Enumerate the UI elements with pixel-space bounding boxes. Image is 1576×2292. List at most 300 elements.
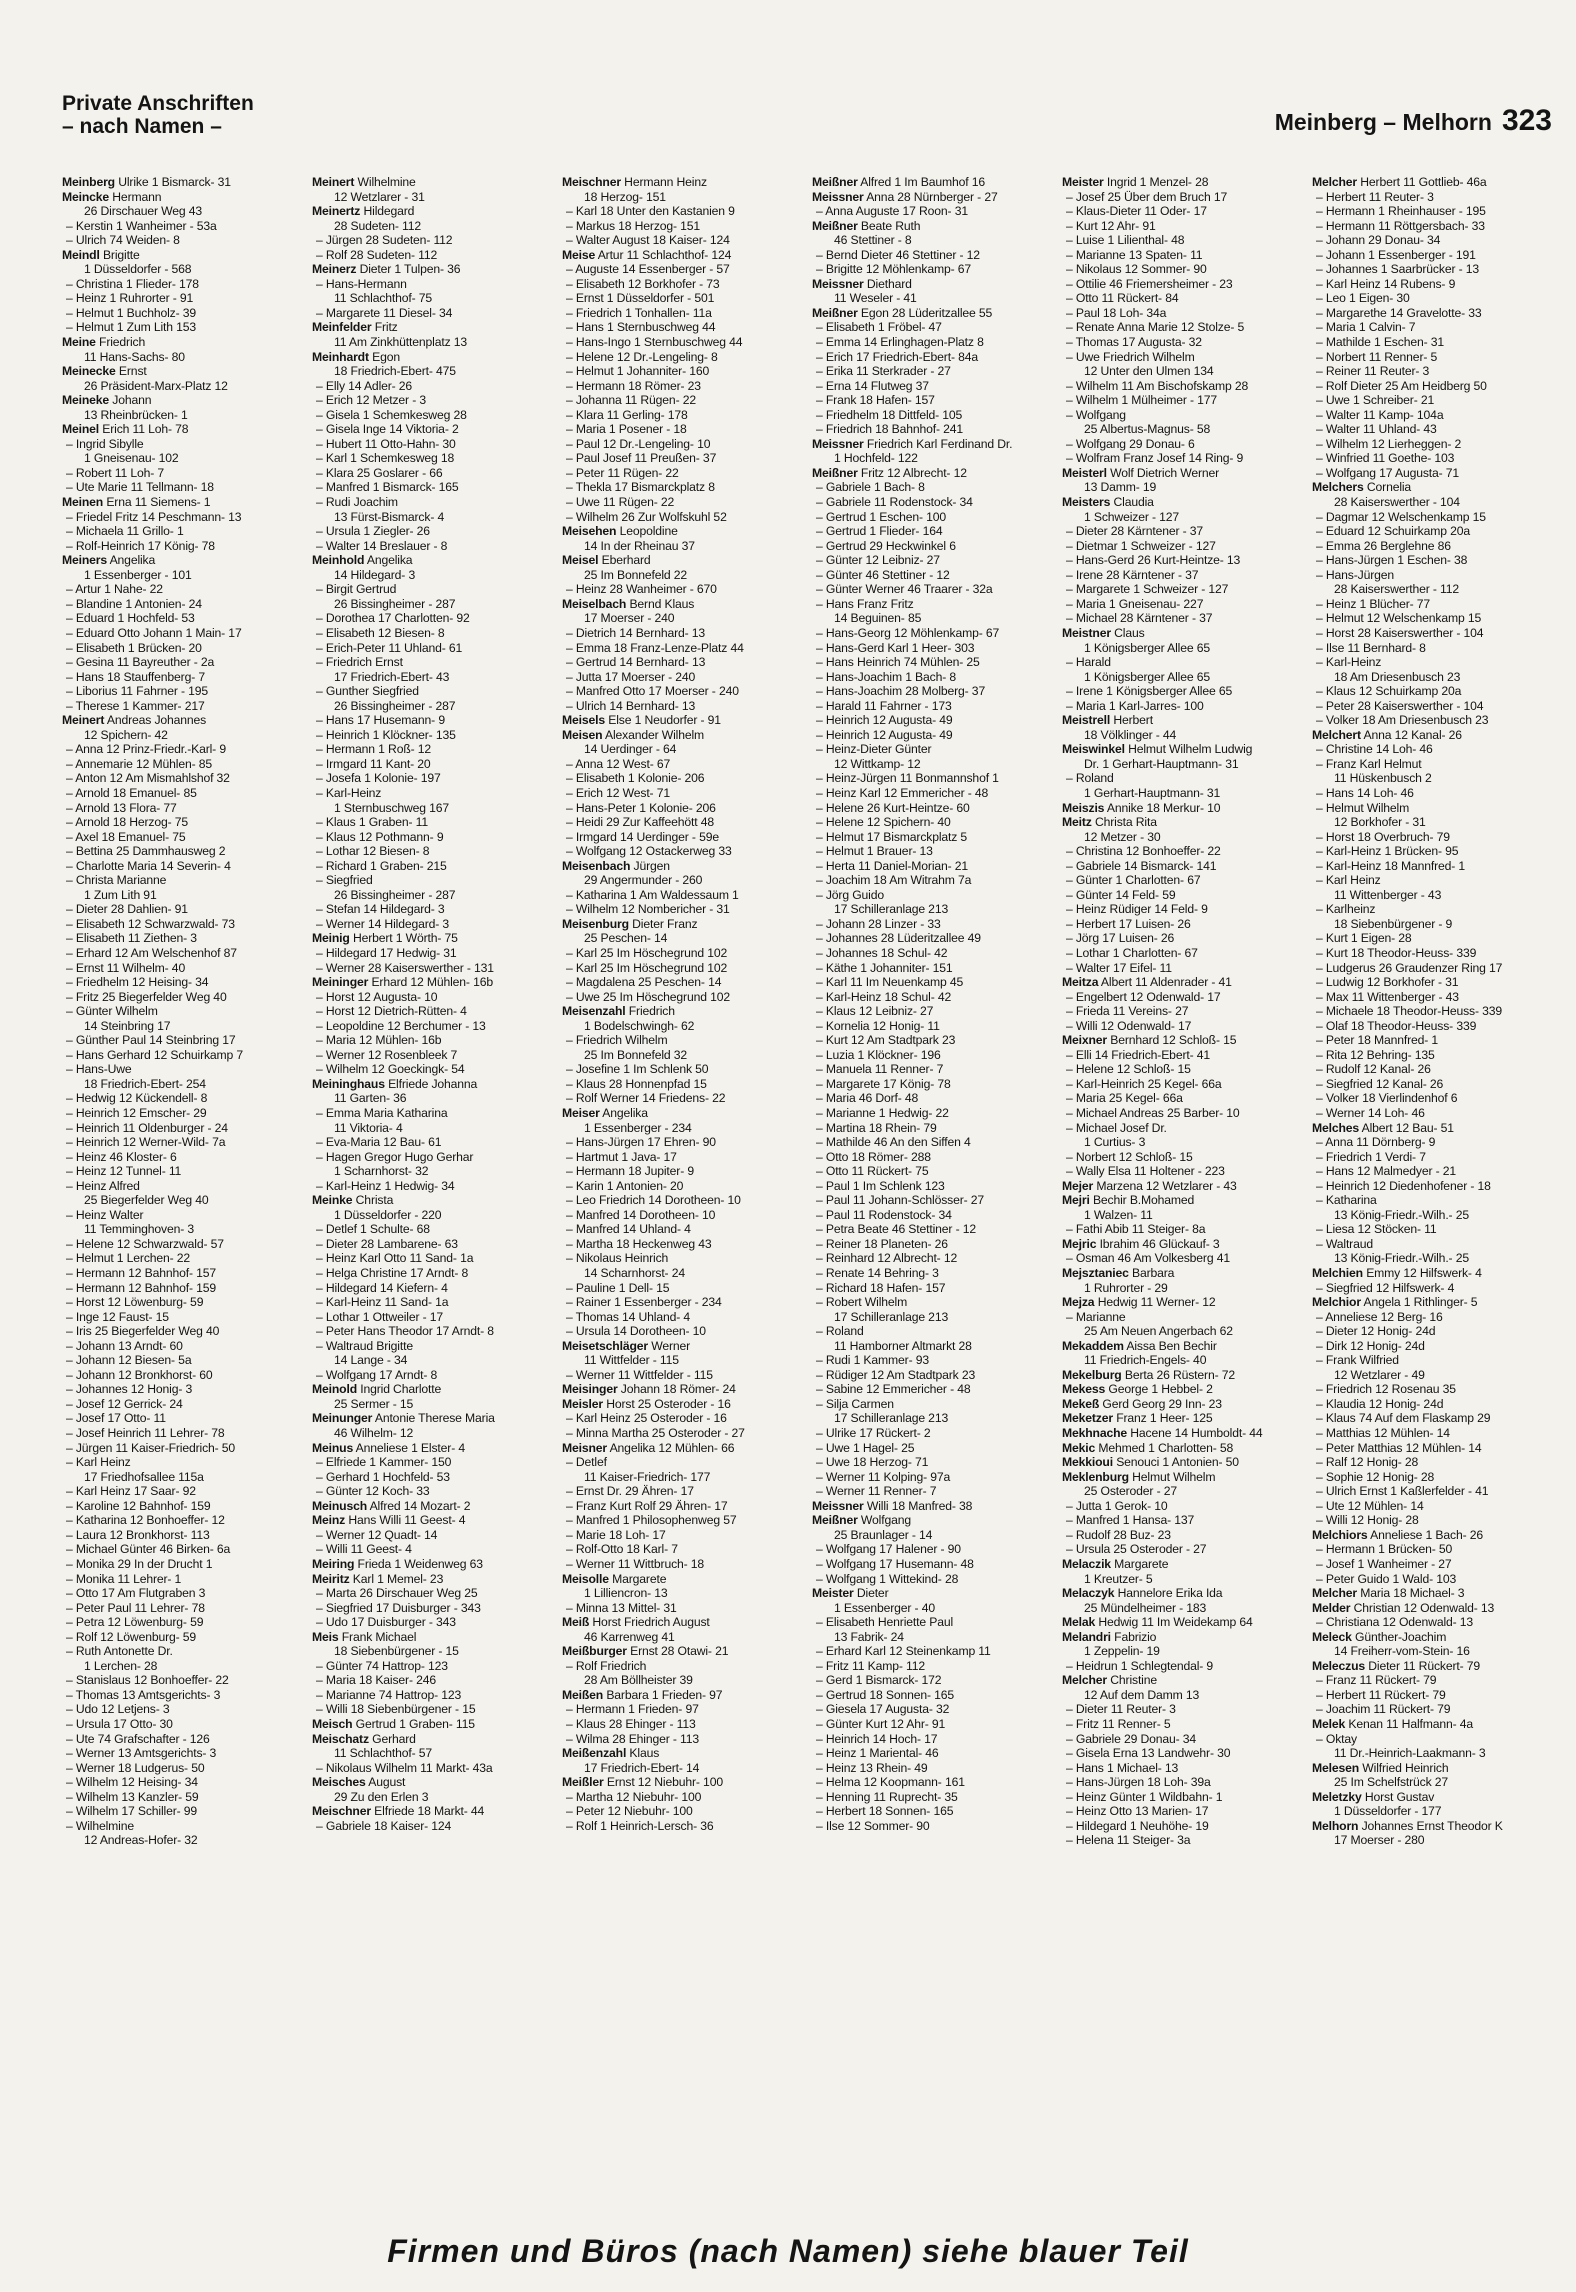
surname: Meinerz — [312, 262, 357, 277]
surname: Meiners — [62, 553, 108, 568]
surname: Meisner — [562, 1440, 608, 1455]
surname: Meiß — [562, 1615, 590, 1630]
directory-entry: – Wilhelm 1 Mülheimer - 177 — [1066, 393, 1218, 408]
surname: Meißner — [812, 465, 858, 480]
directory-entry: Meleczus Dieter 11 Rückert- 79 — [1312, 1658, 1481, 1673]
directory-entry: Meixner Bernhard 12 Schloß- 15 — [1062, 1033, 1237, 1048]
directory-entry: – Luzia 1 Klöckner- 196 — [816, 1047, 941, 1062]
directory-entry: – Mathilde 1 Eschen- 31 — [1316, 335, 1444, 350]
directory-entry: 18 Völklinger - 44 — [1084, 727, 1177, 742]
directory-entry: 11 Hüskenbusch 2 — [1334, 771, 1432, 786]
directory-entry: 1 Essenberger - 101 — [84, 567, 192, 582]
directory-entry: Melesen Wilfried Heinrich — [1312, 1760, 1449, 1775]
directory-entry: – Hans-Jürgen — [1316, 567, 1394, 582]
surname: Meinertz — [312, 204, 361, 219]
directory-entry: 46 Stettiner - 8 — [834, 233, 912, 248]
directory-entry: – Gesina 11 Bayreuther - 2a — [66, 655, 215, 670]
directory-entry: – Josef 25 Über dem Bruch 17 — [1066, 189, 1228, 204]
directory-entry: – Rolf-Otto 18 Karl- 7 — [566, 1542, 678, 1557]
surname: Meißler — [562, 1775, 604, 1790]
directory-entry: – Martha 12 Niebuhr- 100 — [566, 1789, 702, 1804]
directory-entry: Melchior Angela 1 Rithlinger- 5 — [1312, 1295, 1478, 1310]
directory-entry: – Rudolf 28 Buz- 23 — [1066, 1527, 1171, 1542]
directory-entry: – Peter 12 Niebuhr- 100 — [566, 1804, 693, 1819]
directory-entry: – Stanislaus 12 Bonhoeffer- 22 — [66, 1673, 229, 1688]
directory-entry: – Günter Werner 46 Traarer - 32a — [816, 582, 993, 597]
directory-entry: – Heinz Rüdiger 14 Feld- 9 — [1066, 902, 1208, 917]
directory-entry: – Katharina 1 Am Waldessaum 1 — [566, 887, 739, 902]
directory-entry: – Elisabeth Henriette Paul — [816, 1615, 954, 1630]
directory-entry: 28 Am Böllheister 39 — [584, 1673, 693, 1688]
directory-entry: 1 Ruhrorter - 29 — [1084, 1280, 1168, 1295]
directory-entry: – Richard 1 Graben- 215 — [316, 858, 447, 873]
directory-entry: – Elisabeth 1 Kolonie- 206 — [566, 771, 705, 786]
directory-entry: – Irmgard 11 Kant- 20 — [316, 756, 431, 771]
directory-entry: 1 Essenberger - 40 — [834, 1600, 935, 1615]
directory-entry: – Klaus 12 Schuirkamp 20a — [1316, 684, 1462, 699]
surname: Meklenburg — [1062, 1469, 1129, 1484]
surname: Meinus — [312, 1440, 354, 1455]
directory-entry: – Dorothea 17 Charlotten- 92 — [316, 611, 470, 626]
directory-entry: – Günter 46 Stettiner - 12 — [816, 567, 950, 582]
directory-entry: – Willi 18 Siebenbürgener - 15 — [316, 1702, 476, 1717]
directory-entry: 1 Königsberger Allee 65 — [1084, 669, 1210, 684]
directory-entry: – Monika 29 In der Drucht 1 — [66, 1556, 213, 1571]
directory-entry: – Willi 12 Honig- 28 — [1316, 1513, 1419, 1528]
directory-entry: – Otto 17 Am Flutgraben 3 — [66, 1586, 206, 1601]
surname: Mekhnache — [1062, 1426, 1128, 1441]
directory-entry: Meiselbach Bernd Klaus — [562, 596, 695, 611]
directory-entry: – Heinrich 12 Augusta- 49 — [816, 727, 953, 742]
directory-entry: – Hermann 18 Römer- 23 — [566, 378, 701, 393]
directory-entry: 13 König-Friedr.-Wilh.- 25 — [1334, 1207, 1469, 1222]
directory-entry: 13 König-Friedr.-Wilh.- 25 — [1334, 1251, 1469, 1266]
directory-entry: 25 Am Neuen Angerbach 62 — [1084, 1324, 1233, 1339]
directory-entry: – Heinz 1 Ruhrorter - 91 — [66, 291, 194, 306]
directory-entry: – Michael Günter 46 Birken- 6a — [66, 1542, 231, 1557]
directory-entry: 26 Dirschauer Weg 43 — [84, 204, 203, 219]
directory-entry: – Robert Wilhelm — [816, 1295, 908, 1310]
directory-entry: Meinberg Ulrike 1 Bismarck- 31 — [62, 175, 231, 189]
directory-entry: – Kurt 1 Eigen- 28 — [1316, 931, 1412, 946]
directory-entry: Meistrell Herbert — [1062, 713, 1153, 728]
directory-entry: – Klaus 74 Auf dem Flaskamp 29 — [1316, 1411, 1491, 1426]
directory-entry: Meleck Günther-Joachim — [1312, 1629, 1447, 1644]
surname: Meinert — [312, 175, 355, 189]
directory-entry: – Hermann 1 Brücken- 50 — [1316, 1542, 1453, 1557]
directory-entry: – Ernst Dr. 29 Ähren- 17 — [566, 1484, 694, 1499]
directory-entry: – Heinrich 12 Emscher- 29 — [66, 1106, 207, 1120]
surname: Meindl — [62, 247, 100, 262]
directory-entry: – Nikolaus 12 Sommer- 90 — [1066, 262, 1207, 277]
directory-entry: – Peter 11 Rügen- 22 — [566, 465, 679, 480]
directory-entry: – Markus 18 Herzog- 151 — [566, 218, 701, 233]
directory-entry: – Fritz 11 Kamp- 112 — [816, 1658, 925, 1673]
directory-entry: 12 Wetzlarer - 49 — [1334, 1367, 1425, 1382]
directory-entry: – Irene 28 Kärntener - 37 — [1066, 567, 1199, 582]
directory-entry: – Uwe 11 Rügen- 22 — [566, 495, 675, 510]
directory-entry: – Hans-Georg 12 Möhlenkamp- 67 — [816, 625, 1000, 640]
directory-entry: – Waltraud — [1316, 1236, 1373, 1251]
directory-entry: – Johann 1 Essenberger - 191 — [1316, 247, 1476, 262]
directory-entry: – Eva-Maria 12 Bau- 61 — [316, 1135, 442, 1150]
directory-entry: – Helene 12 Spichern- 40 — [816, 815, 951, 830]
directory-entry: – Blandine 1 Antonien- 24 — [66, 596, 202, 611]
header-name-range: Meinberg – Melhorn — [1274, 109, 1492, 135]
directory-entry: 14 In der Rheinau 37 — [584, 538, 695, 553]
directory-entry: Meissner Diethard — [812, 276, 912, 291]
directory-entry: – Hermann 18 Jupiter- 9 — [566, 1164, 694, 1179]
directory-entry: – Ulrich 74 Weiden- 8 — [66, 233, 180, 248]
directory-entry: Meise Artur 11 Schlachthof- 124 — [562, 247, 732, 262]
directory-entry: Meiring Frieda 1 Weidenweg 63 — [312, 1556, 483, 1571]
surname: Melandri — [1062, 1629, 1111, 1644]
directory-entry: – Kerstin 1 Wanheimer - 53a — [66, 218, 217, 233]
directory-entry: – Johannes 1 Saarbrücker - 13 — [1316, 262, 1479, 277]
directory-entry: – Herta 11 Daniel-Morian- 21 — [816, 858, 969, 873]
directory-entry: – Hermann 11 Röttgersbach- 33 — [1316, 218, 1485, 233]
directory-entry: – Günter Wilhelm — [66, 1004, 158, 1019]
surname: Meißner — [812, 1513, 858, 1528]
directory-entry: – Josef 1 Wanheimer - 27 — [1316, 1556, 1452, 1571]
directory-entry: 26 Bissingheimer - 287 — [334, 596, 456, 611]
directory-entry: – Heinz-Jürgen 11 Bonmannshof 1 — [816, 771, 999, 786]
directory-entry: Melcher Herbert 11 Gottlieb- 46a — [1312, 175, 1487, 189]
directory-entry: – Thomas 14 Uhland- 4 — [566, 1309, 690, 1324]
directory-entry: – Heinz 1 Mariental- 46 — [816, 1746, 939, 1761]
directory-entry: 1 Düsseldorfer - 177 — [1334, 1804, 1442, 1819]
directory-entry: – Frieda 11 Vereins- 27 — [1066, 1004, 1189, 1019]
directory-entry: Meininger Erhard 12 Mühlen- 16b — [312, 975, 493, 990]
surname: Meiser — [562, 1106, 600, 1120]
surname: Mekic — [1062, 1440, 1096, 1455]
directory-entry: – Johannes 12 Honig- 3 — [66, 1382, 193, 1397]
directory-entry: – Nikolaus Heinrich — [566, 1251, 669, 1266]
directory-entry: – Peter Guido 1 Wald- 103 — [1316, 1571, 1457, 1586]
directory-entry: – Gerhard 1 Hochfeld- 53 — [316, 1469, 450, 1484]
directory-entry: – Inge 12 Faust- 15 — [66, 1309, 169, 1324]
directory-entry: – Gisela Inge 14 Viktoria- 2 — [316, 422, 459, 437]
directory-entry: – Renate 14 Behring- 3 — [816, 1266, 939, 1281]
directory-entry: – Erich-Peter 11 Uhland- 61 — [316, 640, 463, 655]
surname: Meisches — [312, 1775, 366, 1790]
surname: Melek — [1312, 1716, 1346, 1731]
directory-entry: – Friedel Fritz 14 Peschmann- 13 — [66, 509, 242, 524]
directory-entry: – Robert 11 Loh- 7 — [66, 465, 165, 480]
directory-entry: Meischatz Gerhard — [312, 1731, 416, 1746]
directory-entry: – Werner 18 Ludgerus- 50 — [66, 1760, 205, 1775]
directory-entry: – Helmut 1 Brauer- 13 — [816, 844, 933, 859]
directory-entry: – Hans-Hermann — [316, 276, 407, 291]
directory-entry: Meinz Hans Willi 11 Geest- 4 — [312, 1513, 466, 1528]
surname: Meinz — [312, 1513, 346, 1528]
directory-entry: – Wilhelm 12 Heising- 34 — [66, 1775, 198, 1790]
directory-entry: – Erich 12 Metzer - 3 — [316, 393, 426, 408]
directory-entry: – Christa Marianne — [66, 873, 167, 888]
directory-entry: – Wolfgang 12 Ostackerweg 33 — [566, 844, 732, 859]
directory-entry: Meinke Christa — [312, 1193, 394, 1208]
directory-entry: – Walter 11 Kamp- 104a — [1316, 407, 1444, 422]
surname: Meißner — [812, 175, 858, 189]
directory-entry: – Helena 11 Steiger- 3a — [1066, 1833, 1191, 1848]
directory-entry: – Rolf 1 Heinrich-Lersch- 36 — [566, 1818, 714, 1833]
directory-entry: – Johann 12 Biesen- 5a — [66, 1353, 192, 1368]
directory-entry: – Johann 28 Linzer - 33 — [816, 916, 941, 931]
directory-entry: – Leo Friedrich 14 Dorotheen- 10 — [566, 1193, 741, 1208]
directory-entry: 1 Kreutzer- 5 — [1084, 1571, 1153, 1586]
directory-entry: 14 Steinbring 17 — [84, 1018, 171, 1033]
directory-entry: – Marianne 13 Spaten- 11 — [1066, 247, 1203, 262]
directory-entry: – Karl Heinz — [66, 1455, 131, 1470]
surname: Meitz — [1062, 815, 1092, 830]
directory-entry: – Dietmar 1 Schweizer - 127 — [1066, 538, 1216, 553]
directory-entry: Meißner Beate Ruth — [812, 218, 921, 233]
directory-entry: 29 Zu den Erlen 3 — [334, 1789, 429, 1804]
directory-entry: – Ralf 12 Honig- 28 — [1316, 1455, 1419, 1470]
directory-entry: – Frank Wilfried — [1316, 1353, 1399, 1368]
surname: Meißner — [812, 218, 858, 233]
surname: Meischatz — [312, 1731, 369, 1746]
directory-entry: Meistner Claus — [1062, 625, 1145, 640]
directory-entry: – Oktay — [1316, 1731, 1357, 1746]
directory-entry: – Bettina 25 Dammhausweg 2 — [66, 844, 226, 859]
directory-entry: – Karlheinz — [1316, 902, 1376, 917]
directory-entry: – Dieter 12 Honig- 24d — [1316, 1324, 1436, 1339]
directory-entry: – Heinrich 14 Hoch- 17 — [816, 1731, 938, 1746]
directory-entry: – Helma 12 Koopmann- 161 — [816, 1775, 965, 1790]
directory-entry: – Kurt 18 Theodor-Heuss- 339 — [1316, 945, 1477, 960]
directory-entry: – Wolfgang 17 Augusta- 71 — [1316, 465, 1460, 480]
directory-entry: 26 Bissingheimer - 287 — [334, 887, 456, 902]
directory-entry: – Jörg Guido — [816, 887, 884, 902]
directory-entry: – Rüdiger 12 Am Stadtpark 23 — [816, 1367, 976, 1382]
directory-entry: – Karl-Heinrich 25 Kegel- 66a — [1066, 1076, 1222, 1091]
directory-entry: – Gabriele 18 Kaiser- 124 — [316, 1818, 452, 1833]
directory-entry: 1 Gerhart-Hauptmann- 31 — [1084, 785, 1221, 800]
directory-entry: – Johann 12 Bronkhorst- 60 — [66, 1367, 213, 1382]
directory-entry: Meletzky Horst Gustav — [1312, 1789, 1435, 1804]
directory-entry: – Fritz 11 Renner- 5 — [1066, 1716, 1171, 1731]
directory-entry: 1 Düsseldorfer - 568 — [84, 262, 192, 277]
directory-entry: Meißburger Ernst 28 Otawi- 21 — [562, 1644, 729, 1659]
surname: Melches — [1312, 1120, 1360, 1135]
surname: Meincke — [62, 189, 110, 204]
directory-entry: – Manfred 1 Hansa- 137 — [1066, 1513, 1195, 1528]
surname: Meiritz — [312, 1571, 350, 1586]
directory-entry: – Petra 12 Löwenburg- 59 — [66, 1615, 204, 1630]
directory-entry: – Wilhelm 13 Kanzler- 59 — [66, 1789, 199, 1804]
directory-entry: Meitz Christa Rita — [1062, 815, 1157, 830]
directory-entry: – Ursula 1 Ziegler- 26 — [316, 524, 430, 539]
surname: Meisenburg — [562, 916, 629, 931]
directory-entry: – Marta 26 Dirschauer Weg 25 — [316, 1586, 478, 1601]
surname: Meisehen — [562, 524, 617, 539]
directory-entry: Meinfelder Fritz — [312, 320, 398, 335]
directory-entry: 1 Walzen- 11 — [1084, 1207, 1153, 1222]
directory-entry: – Katharina 12 Bonhoeffer- 12 — [66, 1513, 225, 1528]
directory-entry: 11 Hamborner Altmarkt 28 — [834, 1338, 972, 1353]
directory-entry: – Winfried 11 Goethe- 103 — [1316, 451, 1455, 466]
directory-entry: – Uwe 1 Schreiber- 21 — [1316, 393, 1435, 408]
directory-entry: – Hans Heinrich 74 Mühlen- 25 — [816, 655, 980, 670]
directory-entry: Meißner Fritz 12 Albrecht- 12 — [812, 465, 967, 480]
surname: Mejer — [1062, 1178, 1094, 1193]
directory-entry: – Arnold 18 Herzog- 75 — [66, 815, 189, 830]
directory-entry: – Helga Christine 17 Arndt- 8 — [316, 1266, 469, 1281]
directory-entry: – Hildegard 17 Hedwig- 31 — [316, 945, 457, 960]
directory-entry: – Iris 25 Biegerfelder Weg 40 — [66, 1324, 220, 1339]
directory-entry: – Hartmut 1 Java- 17 — [566, 1149, 677, 1164]
directory-entry: 1 Düsseldorfer - 220 — [334, 1207, 442, 1222]
surname: Melder — [1312, 1600, 1351, 1615]
directory-entry: – Osman 46 Am Volkesberg 41 — [1066, 1251, 1230, 1266]
surname: Mekeß — [1062, 1396, 1100, 1411]
directory-entry: – Wolfgang 17 Arndt- 8 — [316, 1367, 438, 1382]
directory-entry: – Manuela 11 Renner- 7 — [816, 1062, 944, 1077]
directory-entry: 18 Herzog- 151 — [584, 189, 666, 204]
directory-entry: – Werner 28 Kaiserswerther - 131 — [316, 960, 494, 975]
directory-entry: – Karl-Heinz 18 Mannfred- 1 — [1316, 858, 1466, 873]
surname: Meisen — [562, 727, 603, 742]
directory-entry: – Karl-Heinz 1 Brücken- 95 — [1316, 844, 1459, 859]
directory-entry: – Rolf 28 Sudeten- 112 — [316, 247, 438, 262]
surname: Meletzky — [1312, 1789, 1362, 1804]
directory-entry: Meisels Else 1 Neudorfer - 91 — [562, 713, 721, 728]
directory-entry: 13 Rheinbrücken- 1 — [84, 407, 188, 422]
directory-entry: 17 Friedhofsallee 115a — [84, 1469, 204, 1484]
surname: Mejric — [1062, 1236, 1097, 1251]
directory-entry: – Erika 11 Sterkrader - 27 — [816, 364, 951, 379]
directory-entry: – Michaele 18 Theodor-Heuss- 339 — [1316, 1004, 1503, 1019]
directory-entry: – Käthe 1 Johanniter- 151 — [816, 960, 953, 975]
directory-entry: – Otto 18 Römer- 288 — [816, 1149, 931, 1164]
directory-entry: – Klaus 28 Honnenpfad 15 — [566, 1076, 707, 1091]
directory-entry: – Heidrun 1 Schlegtendal- 9 — [1066, 1658, 1214, 1673]
directory-entry: – Karl-Heinz 11 Sand- 1a — [316, 1295, 449, 1310]
directory-entry: 14 Uerdinger - 64 — [584, 742, 677, 757]
directory-entry: 11 Temminghoven- 3 — [84, 1222, 194, 1237]
directory-entry: – Olaf 18 Theodor-Heuss- 339 — [1316, 1018, 1477, 1033]
surname: Melchiors — [1312, 1527, 1368, 1542]
directory-entry: – Horst 12 Löwenburg- 59 — [66, 1295, 204, 1310]
directory-entry: Meisner Angelika 12 Mühlen- 66 — [562, 1440, 735, 1455]
directory-entry: 1 Curtius- 3 — [1084, 1135, 1146, 1150]
directory-entry: 12 Borkhofer - 31 — [1334, 815, 1426, 830]
directory-entry: – Heinrich 1 Klöckner- 135 — [316, 727, 456, 742]
directory-entry: – Heinz Karl Otto 11 Sand- 1a — [316, 1251, 474, 1266]
directory-entry: – Hagen Gregor Hugo Gerhar — [316, 1149, 474, 1164]
directory-entry: – Ute 74 Grafschafter - 126 — [66, 1731, 210, 1746]
running-header-right — [1275, 104, 1552, 138]
directory-entry: Meinerz Dieter 1 Tulpen- 36 — [312, 262, 461, 277]
directory-entry: – Sabine 12 Emmericher - 48 — [816, 1382, 971, 1397]
directory-entry: – Roland — [816, 1324, 864, 1339]
directory-entry: – Maria 12 Mühlen- 16b — [316, 1033, 442, 1048]
directory-entry: 26 Bissingheimer - 287 — [334, 698, 456, 713]
directory-entry: 46 Wilhelm- 12 — [334, 1426, 414, 1441]
directory-entry: 1 Lilliencron- 13 — [584, 1586, 668, 1601]
directory-entry: – Martina 18 Rhein- 79 — [816, 1120, 937, 1135]
directory-entry: – Hans-Jürgen 1 Eschen- 38 — [1316, 553, 1468, 568]
directory-entry: – Michael Josef Dr. — [1066, 1120, 1167, 1135]
directory-column-1 — [62, 175, 302, 2175]
surname: Meixner — [1062, 1033, 1108, 1048]
directory-entry: 11 Wittenberger - 43 — [1334, 887, 1442, 902]
directory-entry: – Paul 12 Dr.-Lengeling- 10 — [566, 436, 711, 451]
directory-entry: – Franz Kurt Rolf 29 Ähren- 17 — [566, 1498, 728, 1513]
surname: Meisels — [562, 713, 605, 728]
directory-entry: – Helmut Wilhelm — [1316, 800, 1410, 815]
directory-entry: – Karl 25 Im Höschegrund 102 — [566, 960, 728, 975]
directory-entry: – Eduard 12 Schuirkamp 20a — [1316, 524, 1470, 539]
directory-entry: – Werner 13 Amtsgerichts- 3 — [66, 1746, 217, 1761]
surname: Meisetschläger — [562, 1338, 648, 1353]
directory-entry: – Luise 1 Lilienthal- 48 — [1066, 233, 1185, 248]
directory-entry: – Heinz 1 Blücher- 77 — [1316, 596, 1431, 611]
directory-entry: – Klara 25 Goslarer - 66 — [316, 465, 443, 480]
directory-entry: – Herbert 11 Reuter- 3 — [1316, 189, 1434, 204]
directory-entry: 17 Friedrich-Ebert- 43 — [334, 669, 450, 684]
directory-entry: – Richard 18 Hafen- 157 — [816, 1280, 946, 1295]
directory-entry: – Ruth Antonette Dr. — [66, 1644, 173, 1659]
directory-entry: Meisinger Johann 18 Römer- 24 — [562, 1382, 736, 1397]
directory-entry: 12 Metzer - 30 — [1084, 829, 1161, 844]
directory-entry: – Thomas 17 Augusta- 32 — [1066, 335, 1202, 350]
directory-entry: 1 Lerchen- 28 — [84, 1658, 158, 1673]
directory-entry: – Maria 1 Calvin- 7 — [1316, 320, 1416, 335]
directory-entry: – Wolfram Franz Josef 14 Ring- 9 — [1066, 451, 1244, 466]
directory-entry: – Hans 18 Stauffenberg- 7 — [66, 669, 205, 684]
directory-entry: – Ulrich 14 Bernhard- 13 — [566, 698, 696, 713]
surname: Melesen — [1312, 1760, 1360, 1775]
directory-entry: 1 Scharnhorst- 32 — [334, 1164, 429, 1179]
directory-entry: – Karl Heinz 25 Osteroder - 16 — [566, 1411, 727, 1426]
directory-entry: 17 Schilleranlage 213 — [834, 1411, 949, 1426]
directory-entry: – Gisela 1 Schemkesweg 28 — [316, 407, 467, 422]
directory-entry: – Ursula 25 Osteroder - 27 — [1066, 1542, 1207, 1557]
directory-entry: – Karl 18 Unter den Kastanien 9 — [566, 204, 735, 219]
surname: Meinusch — [312, 1498, 368, 1513]
directory-entry: – Heinrich 11 Oldenburger - 24 — [66, 1120, 228, 1135]
directory-entry: 12 Auf dem Damm 13 — [1084, 1687, 1200, 1702]
directory-entry: – Leopoldine 12 Berchumer - 13 — [316, 1018, 486, 1033]
directory-entry: – Klaus 28 Ehinger - 113 — [566, 1716, 696, 1731]
surname: Meistrell — [1062, 713, 1111, 728]
directory-entry: – Hans 12 Malmedyer - 21 — [1316, 1164, 1457, 1179]
directory-entry: – Hans-Uwe — [66, 1062, 132, 1077]
directory-entry: – Günter 74 Hattrop- 123 — [316, 1658, 448, 1673]
directory-entry: – Günter 1 Charlotten- 67 — [1066, 873, 1201, 888]
directory-entry: – Rolf 12 Löwenburg- 59 — [66, 1629, 197, 1644]
directory-entry: – Karl Heinz 14 Rubens- 9 — [1316, 276, 1456, 291]
directory-columns — [62, 175, 1554, 2175]
directory-entry: – Liborius 11 Fahrner - 195 — [66, 684, 209, 699]
directory-entry: – Frank 18 Hafen- 157 — [816, 393, 935, 408]
directory-entry: – Siegfried — [316, 873, 373, 888]
directory-entry: 11 Friedrich-Engels- 40 — [1084, 1353, 1207, 1368]
directory-entry: – Helene 26 Kurt-Heintze- 60 — [816, 800, 970, 815]
directory-entry: – Otto 11 Rückert- 84 — [1066, 291, 1179, 306]
directory-entry: 17 Friedrich-Ebert- 14 — [584, 1760, 700, 1775]
directory-entry: – Rudi 1 Kammer- 93 — [816, 1353, 929, 1368]
directory-entry: – Magdalena 25 Peschen- 14 — [566, 975, 722, 990]
directory-entry: – Brigitte 12 Möhlenkamp- 67 — [816, 262, 971, 277]
surname: Meininger — [312, 975, 369, 990]
directory-entry: 25 Mündelheimer - 183 — [1084, 1600, 1207, 1615]
directory-entry: – Ulrike 17 Rückert- 2 — [816, 1426, 931, 1441]
surname: Meisel — [562, 553, 599, 568]
surname: Melchior — [1312, 1295, 1361, 1310]
